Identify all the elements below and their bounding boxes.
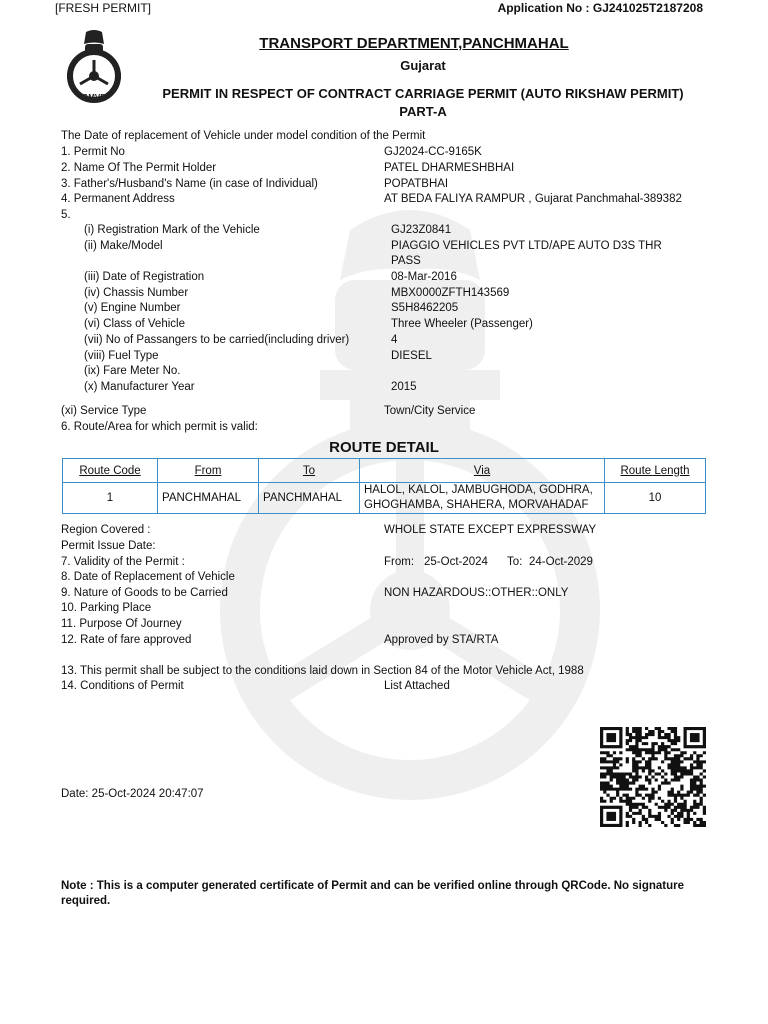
route-table-header (63, 459, 706, 483)
holder-name-value: PATEL DHARMESHBHAI (384, 162, 515, 174)
part-label: PART-A (399, 104, 447, 119)
vehicle-class-value: Three Wheeler (Passenger) (391, 318, 533, 330)
validity-to-label: To: (507, 556, 523, 568)
vehicle-label: (ii) Make/Model (84, 240, 163, 252)
to-header: To (259, 459, 360, 483)
application-number: Application No : GJ241025T2187208 (497, 1, 703, 15)
route-table (62, 458, 706, 514)
field-label: 3. Father's/Husband's Name (in case of Individual) (61, 178, 318, 190)
vehicle-label: (viii) Fuel Type (84, 350, 159, 362)
via-line-1: HALOL, KALOL, JAMBUGHODA, GODHRA, (364, 484, 593, 496)
vehicle-label: (iv) Chassis Number (84, 287, 189, 299)
goods-label: 9. Nature of Goods to be Carried (61, 587, 228, 599)
purpose-label: 11. Purpose Of Journey (61, 618, 182, 630)
permit-no-value: GJ2024-CC-9165K (384, 146, 482, 158)
from-cell: PANCHMAHAL (158, 483, 259, 514)
route-length-cell: 10 (605, 483, 706, 514)
table-row (63, 483, 706, 514)
intro-text: The Date of replacement of Vehicle under model condition of the Permit (61, 130, 426, 142)
validity-from-label: From: (384, 556, 415, 568)
address-value: AT BEDA FALIYA RAMPUR , Gujarat Panchmahal-389382 (384, 193, 682, 205)
condition-13-text: 13. This permit shall be subject to the conditions laid down in Section 84 of the Motor Vehicle Act, 1988 (61, 665, 584, 677)
field-label: 2. Name Of The Permit Holder (61, 162, 217, 174)
route-detail-title: ROUTE DETAIL (329, 439, 439, 456)
from-header: From (158, 459, 259, 483)
vehicle-label: (i) Registration Mark of the Vehicle (84, 224, 260, 236)
conditions-label: 14. Conditions of Permit (61, 680, 184, 692)
father-name-value: POPATBHAI (384, 178, 449, 190)
make-model-value-cont: PASS (391, 255, 421, 267)
emblem-ring-text: GMVD (82, 93, 106, 102)
vehicle-label: (vi) Class of Vehicle (84, 318, 185, 330)
service-type-value: Town/City Service (384, 405, 476, 417)
registration-value: GJ23Z0841 (391, 224, 452, 236)
conditions-value: List Attached (384, 680, 450, 692)
to-cell: PANCHMAHAL (259, 483, 360, 514)
vehicle-label: (iii) Date of Registration (84, 271, 205, 283)
qr-code-icon (600, 727, 706, 827)
permit-type-label: [FRESH PERMIT] (55, 1, 152, 15)
route-code-header: Route Code (63, 459, 158, 483)
issue-date-label: Permit Issue Date: (61, 540, 156, 552)
engine-number-value: S5H8462205 (391, 302, 459, 314)
fare-value: Approved by STA/RTA (384, 634, 499, 646)
vehicle-label: (x) Manufacturer Year (84, 381, 195, 393)
fuel-type-value: DIESEL (391, 350, 432, 362)
field-label: 1. Permit No (61, 146, 125, 158)
vehicle-label: (ix) Fare Meter No. (84, 365, 181, 377)
fare-label: 12. Rate of fare approved (61, 634, 192, 646)
chassis-number-value: MBX0000ZFTH143569 (391, 287, 510, 299)
route-length-header: Route Length (605, 459, 706, 483)
manufacturer-year-value: 2015 (391, 381, 417, 393)
region-label: Region Covered : (61, 524, 151, 536)
make-model-value: PIAGGIO VEHICLES PVT LTD/APE AUTO D3S THR (391, 240, 662, 252)
validity-to-date: 24-Oct-2029 (529, 556, 593, 568)
goods-value: NON HAZARDOUS::OTHER::ONLY (384, 587, 569, 599)
field-label: 5. (61, 209, 71, 221)
route-code-cell: 1 (63, 483, 158, 514)
passengers-value: 4 (391, 334, 398, 346)
field-label: 4. Permanent Address (61, 193, 175, 205)
via-cell (360, 483, 605, 514)
vehicle-label: (v) Engine Number (84, 302, 181, 314)
replacement-label: 8. Date of Replacement of Vehicle (61, 571, 235, 583)
verification-note: Note : This is a computer generated certificate of Permit and can be verified online through QRCode. No signature required. (61, 880, 685, 907)
registration-date-value: 08-Mar-2016 (391, 271, 457, 283)
service-type-label: (xi) Service Type (61, 405, 147, 417)
permit-title: PERMIT IN RESPECT OF CONTRACT CARRIAGE PERMIT (AUTO RIKSHAW PERMIT) (162, 86, 684, 101)
via-line-2: GHOGHAMBA, SHAHERA, MORVAHADAF (364, 499, 589, 511)
route-area-label: 6. Route/Area for which permit is valid: (61, 421, 258, 433)
validity-label: 7. Validity of the Permit : (61, 556, 185, 568)
region-value: WHOLE STATE EXCEPT EXPRESSWAY (384, 524, 597, 536)
state-name: Gujarat (400, 58, 446, 73)
validity-from-date: 25-Oct-2024 (424, 556, 488, 568)
document-date: Date: 25-Oct-2024 20:47:07 (61, 788, 204, 800)
parking-label: 10. Parking Place (61, 602, 152, 614)
vehicle-label: (vii) No of Passangers to be carried(including driver) (84, 334, 350, 346)
via-header: Via (360, 459, 605, 483)
department-title: TRANSPORT DEPARTMENT,PANCHMAHAL (259, 35, 569, 52)
